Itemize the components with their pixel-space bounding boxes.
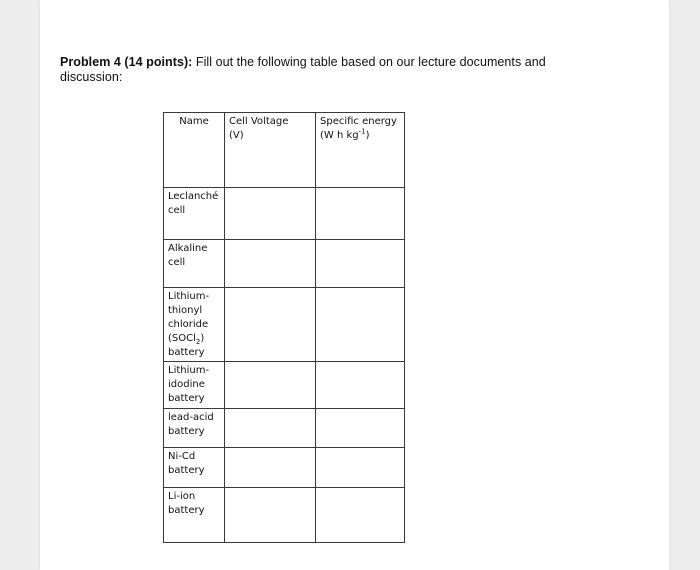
cell-voltage-input[interactable] xyxy=(225,288,316,362)
header-cell-voltage: Cell Voltage (V) xyxy=(225,113,316,188)
table-row xyxy=(164,188,405,240)
cell-energy-input[interactable] xyxy=(316,488,405,543)
table-row xyxy=(164,488,405,543)
cell-energy-input[interactable] xyxy=(316,362,405,409)
table-row xyxy=(164,362,405,409)
table-row xyxy=(164,288,405,362)
cell-voltage-input[interactable] xyxy=(225,488,316,543)
header-name: Name xyxy=(164,113,225,188)
row-name-lithium-thionyl-chloride: Lithium- thionyl chloride (SOCl$_2$) battery xyxy=(164,288,225,362)
cell-voltage-input[interactable] xyxy=(225,240,316,288)
row-name-ni-cd: Ni-Cd battery xyxy=(164,448,225,488)
table-row xyxy=(164,409,405,448)
table-row xyxy=(164,448,405,488)
cell-energy-input[interactable] xyxy=(316,409,405,448)
problem-title: Problem 4 (14 points): xyxy=(60,55,193,69)
cell-voltage-input[interactable] xyxy=(225,188,316,240)
cell-energy-input[interactable] xyxy=(316,288,405,362)
row-name-leclanche: Leclanché cell xyxy=(164,188,225,240)
header-specific-energy: Specific energy (W h $kg^{-1}$) xyxy=(316,113,405,188)
cell-energy-input[interactable] xyxy=(316,188,405,240)
row-name-lithium-iodine: Lithium- idodine battery xyxy=(164,362,225,409)
cell-voltage-input[interactable] xyxy=(225,409,316,448)
table-header-row xyxy=(164,113,405,188)
row-name-li-ion: Li-ion battery xyxy=(164,488,225,543)
row-name-lead-acid: lead-acid battery xyxy=(164,409,225,448)
cell-voltage-input[interactable] xyxy=(225,448,316,488)
table-row xyxy=(164,240,405,288)
battery-table xyxy=(163,112,405,543)
problem-statement xyxy=(60,55,580,85)
row-name-alkaline: Alkaline cell xyxy=(164,240,225,288)
cell-energy-input[interactable] xyxy=(316,240,405,288)
problem-text: Fill out the following table based on our lecture documents and discussion: xyxy=(60,55,546,84)
cell-energy-input[interactable] xyxy=(316,448,405,488)
cell-voltage-input[interactable] xyxy=(225,362,316,409)
